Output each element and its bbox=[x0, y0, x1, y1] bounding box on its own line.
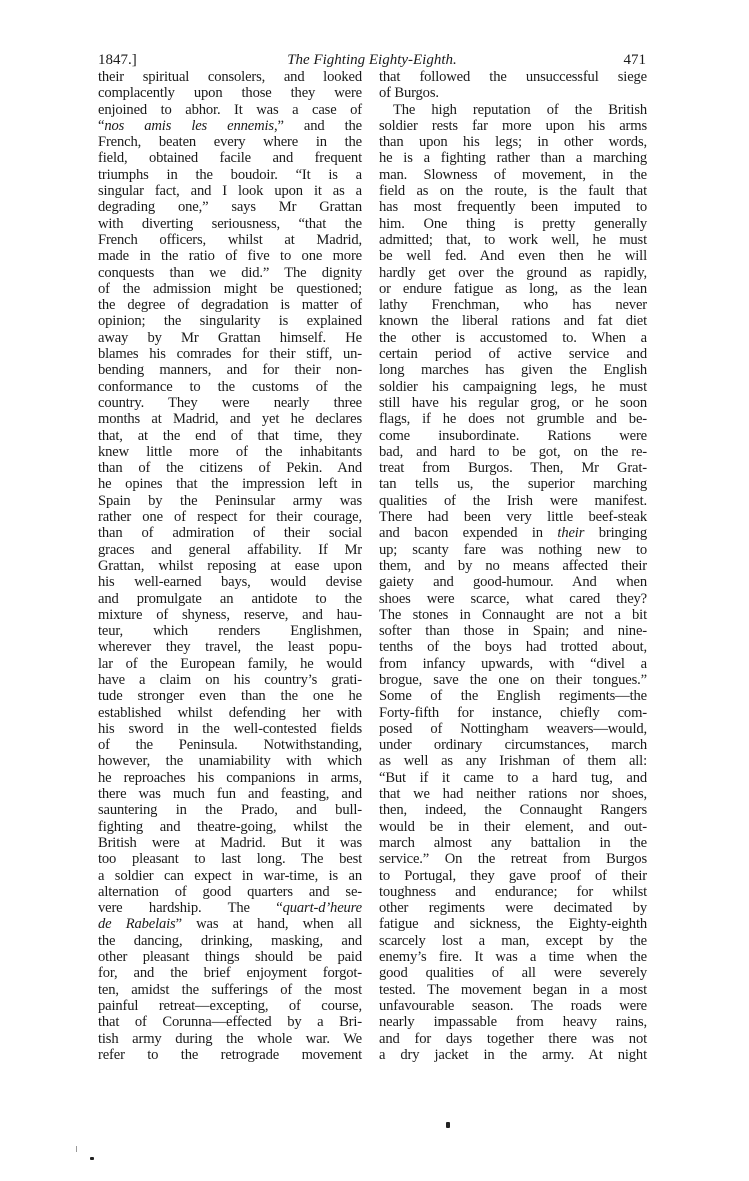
text-line: long marches has given the English bbox=[379, 362, 647, 379]
text-line: and for days together there was not bbox=[379, 1030, 647, 1047]
text-run: “ bbox=[98, 117, 105, 134]
text-line: ten, amidst the sufferings of the most bbox=[98, 981, 362, 998]
text-column-left bbox=[98, 69, 362, 1063]
text-line: gaiety and good-humour. And when bbox=[379, 574, 647, 591]
text-line: would be in their element, and out- bbox=[379, 818, 647, 835]
text-line: or endure fatigue as long, as the lean bbox=[379, 280, 647, 297]
text-line: tenths of the boys had trotted about, bbox=[379, 639, 647, 656]
text-line: under ordinary circumstances, march bbox=[379, 737, 647, 754]
text-line: admitted; that, to work well, he must bbox=[379, 231, 647, 248]
text-line: that of Corunna—effected by a Bri- bbox=[98, 1014, 362, 1031]
ink-speck bbox=[90, 1157, 94, 1160]
text-line: him. One thing is pretty generally bbox=[379, 215, 647, 232]
text-line: enemy’s fire. It was a time when the bbox=[379, 949, 647, 966]
text-line: lathy Frenchman, who has never bbox=[379, 297, 647, 314]
text-line: Spain by the Peninsular army was bbox=[98, 492, 362, 509]
text-line: conquests than we did.” The dignity bbox=[98, 264, 362, 281]
text-line: the other is accustomed to. When a bbox=[379, 329, 647, 346]
text-line: scarcely lost a man, except by the bbox=[379, 932, 647, 949]
text-line: shoes were scarce, what cared they? bbox=[379, 590, 647, 607]
text-line: unfavourable season. The roads were bbox=[379, 997, 647, 1014]
text-line: for, and the brief enjoyment forgot- bbox=[98, 965, 362, 982]
text-line: enjoined to abhor. It was a case of bbox=[98, 101, 362, 118]
text-line: tan tells us, the superior marching bbox=[379, 476, 647, 493]
text-line: painful retreat—excepting, of course, bbox=[98, 997, 362, 1014]
text-line: with diverting seriousness, “that the bbox=[98, 215, 362, 232]
ink-speck bbox=[446, 1122, 450, 1128]
text-run: vere hardship. The “ bbox=[98, 900, 283, 917]
text-line: The high reputation of the British bbox=[393, 101, 647, 118]
text-line: a soldier can expect in war-time, is an bbox=[98, 867, 362, 884]
text-column-right bbox=[379, 69, 647, 1063]
text-line: of the admission might be questioned; bbox=[98, 280, 362, 297]
text-line: established whilst defending her with bbox=[98, 704, 362, 721]
text-line: bending manners, and for their non- bbox=[98, 362, 362, 379]
text-line: graces and general affability. If Mr bbox=[98, 541, 362, 558]
text-line: good qualities of all were severely bbox=[379, 965, 647, 982]
text-line: conformance to the customs of the bbox=[98, 378, 362, 395]
text-line: tude stronger even than the one he bbox=[98, 688, 362, 705]
text-line: march almost any battalion in the bbox=[379, 834, 647, 851]
running-head bbox=[98, 50, 646, 70]
italic-text: de Rabelais bbox=[98, 916, 176, 933]
text-line: bad, and hard to be got, on the re- bbox=[379, 443, 647, 460]
text-line: “But if it came to a hard tug, and bbox=[379, 769, 647, 786]
text-line: qualities of the Irish were manifest. bbox=[379, 492, 647, 509]
text-line: Forty-fifth for instance, chiefly com- bbox=[379, 704, 647, 721]
text-line: than of the citizens of Pekin. And bbox=[98, 460, 362, 477]
text-line: Grattan, whilst reposing at ease upon bbox=[98, 557, 362, 574]
text-line: blames his comrades for their stiff, un- bbox=[98, 346, 362, 363]
text-line: knew little more of the inhabitants bbox=[98, 443, 362, 460]
text-line: and promulgate an antidote to the bbox=[98, 590, 362, 607]
text-line: singular fact, and I look upon it as a bbox=[98, 183, 362, 200]
italic-text: their bbox=[557, 525, 585, 542]
text-line: them, and by no means affected their bbox=[379, 557, 647, 574]
text-line: triumphs in the boudoir. “It is a bbox=[98, 166, 362, 183]
page-number: 471 bbox=[623, 52, 646, 68]
text-line: however, the unamiability with which bbox=[98, 753, 362, 770]
text-line: too pleasant to last long. The best bbox=[98, 851, 362, 868]
italic-text: nos amis les ennemis bbox=[104, 117, 274, 134]
text-line: rather one of respect for their courage, bbox=[98, 509, 362, 526]
text-line: man. Slowness of movement, in the bbox=[379, 166, 647, 183]
text-line: mixture of shyness, reserve, and hau- bbox=[98, 606, 362, 623]
text-line: degrading one,” says Mr Grattan bbox=[98, 199, 362, 216]
text-line: there was much fun and feasting, and bbox=[98, 786, 362, 803]
text-line: alternation of good quarters and se- bbox=[98, 883, 362, 900]
text-line: the dancing, drinking, masking, and bbox=[98, 932, 362, 949]
text-line: tish army during the whole war. We bbox=[98, 1030, 362, 1047]
text-line: hardly get over the ground as rapidly, bbox=[379, 264, 647, 281]
text-line: certain period of active service and bbox=[379, 346, 647, 363]
text-line: opinion; the singularity is explained bbox=[98, 313, 362, 330]
text-line: from infancy upwards, with “divel a bbox=[379, 655, 647, 672]
text-line: other regiments were decimated by bbox=[379, 900, 647, 917]
ink-speck bbox=[76, 1146, 77, 1152]
text-line bbox=[379, 525, 647, 541]
text-line: field as on the route, is the fault that bbox=[379, 183, 647, 200]
text-line: There had been very little beef-steak bbox=[379, 509, 647, 526]
text-line: be well fed. And even then he will bbox=[379, 248, 647, 265]
text-line bbox=[98, 118, 362, 134]
text-line: than of admiration of their social bbox=[98, 525, 362, 542]
text-line: brogue, save the one on their tongues.” bbox=[379, 671, 647, 688]
text-line: his well-earned bays, would devise bbox=[98, 574, 362, 591]
text-line: that, at the end of that time, they bbox=[98, 427, 362, 444]
text-line: away by Mr Grattan himself. He bbox=[98, 329, 362, 346]
text-line bbox=[98, 900, 362, 916]
text-line: that we had neither rations nor shoes, bbox=[379, 786, 647, 803]
text-line: the degree of degradation is matter of bbox=[98, 297, 362, 314]
text-line: French officers, whilst at Madrid, bbox=[98, 231, 362, 248]
text-line: his sword in the well-contested fields bbox=[98, 720, 362, 737]
text-line: have a claim on his country’s grati- bbox=[98, 671, 362, 688]
text-line: to Portugal, they gave proof of their bbox=[379, 867, 647, 884]
text-run: and bacon expended in bbox=[379, 525, 558, 542]
running-head-title: The Fighting Eighty-Eighth. bbox=[287, 52, 457, 68]
text-line: service.” On the retreat from Burgos bbox=[379, 851, 647, 868]
text-line: soldier his campaigning legs, he must bbox=[379, 378, 647, 395]
text-line: toughness and endurance; for whilst bbox=[379, 883, 647, 900]
text-line: The stones in Connaught are not a bit bbox=[379, 606, 647, 623]
text-line: nearly impassable from heavy rains, bbox=[379, 1014, 647, 1031]
text-line: still have his regular grog, or he soon bbox=[379, 394, 647, 411]
italic-text: quart-d’heure bbox=[282, 900, 362, 917]
text-line: that followed the unsuccessful siege bbox=[379, 69, 647, 85]
text-line: French, beaten every where in the bbox=[98, 134, 362, 151]
text-line: flags, if he does not grumble and be- bbox=[379, 411, 647, 428]
text-line: has most frequently been imputed to bbox=[379, 199, 647, 216]
text-line: teur, which renders Englishmen, bbox=[98, 623, 362, 640]
text-line bbox=[98, 916, 362, 932]
text-line: complacently upon those they were bbox=[98, 85, 362, 102]
text-line: Some of the English regiments—the bbox=[379, 688, 647, 705]
text-run: ” was at hand, when all bbox=[175, 916, 362, 933]
text-run: ,” and the bbox=[273, 117, 362, 134]
text-line: softer than those in Spain; and nine- bbox=[379, 623, 647, 640]
text-line: then, indeed, the Connaught Rangers bbox=[379, 802, 647, 819]
text-line: a dry jacket in the army. At night bbox=[379, 1046, 647, 1063]
text-line: he is a fighting rather than a marching bbox=[379, 150, 647, 167]
text-line: lar of the European family, he would bbox=[98, 655, 362, 672]
text-run: bringing bbox=[584, 525, 647, 542]
text-line: than upon his legs; in other words, bbox=[379, 134, 647, 151]
text-line: tested. The movement began in a most bbox=[379, 981, 647, 998]
text-line: come insubordinate. Rations were bbox=[379, 427, 647, 444]
text-line: field, obtained facile and frequent bbox=[98, 150, 362, 167]
text-line: fighting and theatre-going, whilst the bbox=[98, 818, 362, 835]
text-line: sauntering in the Prado, and bull- bbox=[98, 802, 362, 819]
text-line: wherever they travel, the least popu- bbox=[98, 639, 362, 656]
text-line: months at Madrid, and yet he declares bbox=[98, 411, 362, 428]
text-line: he opines that the impression left in bbox=[98, 476, 362, 493]
text-line: fatigue and sickness, the Eighty-eighth bbox=[379, 916, 647, 933]
text-line: other pleasant things should be paid bbox=[98, 949, 362, 966]
text-line: British were at Madrid. But it was bbox=[98, 834, 362, 851]
text-line: as well as any Irishman of them all: bbox=[379, 753, 647, 770]
text-line: he reproaches his companions in arms, bbox=[98, 769, 362, 786]
text-line: of Burgos. bbox=[379, 85, 439, 102]
running-head-year: 1847.] bbox=[98, 52, 137, 68]
text-line: of the Peninsula. Notwithstanding, bbox=[98, 737, 362, 754]
text-line: country. They were nearly three bbox=[98, 394, 362, 411]
text-line: up; scanty fare was nothing new to bbox=[379, 541, 647, 558]
text-line: soldier rests far more upon his arms bbox=[379, 117, 647, 134]
text-line: made in the ratio of five to one more bbox=[98, 248, 362, 265]
text-line: their spiritual consolers, and looked bbox=[98, 69, 362, 85]
text-line: posed of Nottingham weavers—would, bbox=[379, 720, 647, 737]
text-line: treat from Burgos. Then, Mr Grat- bbox=[379, 460, 647, 477]
text-line: known the liberal rations and fat diet bbox=[379, 313, 647, 330]
text-line: refer to the retrograde movement bbox=[98, 1046, 362, 1063]
